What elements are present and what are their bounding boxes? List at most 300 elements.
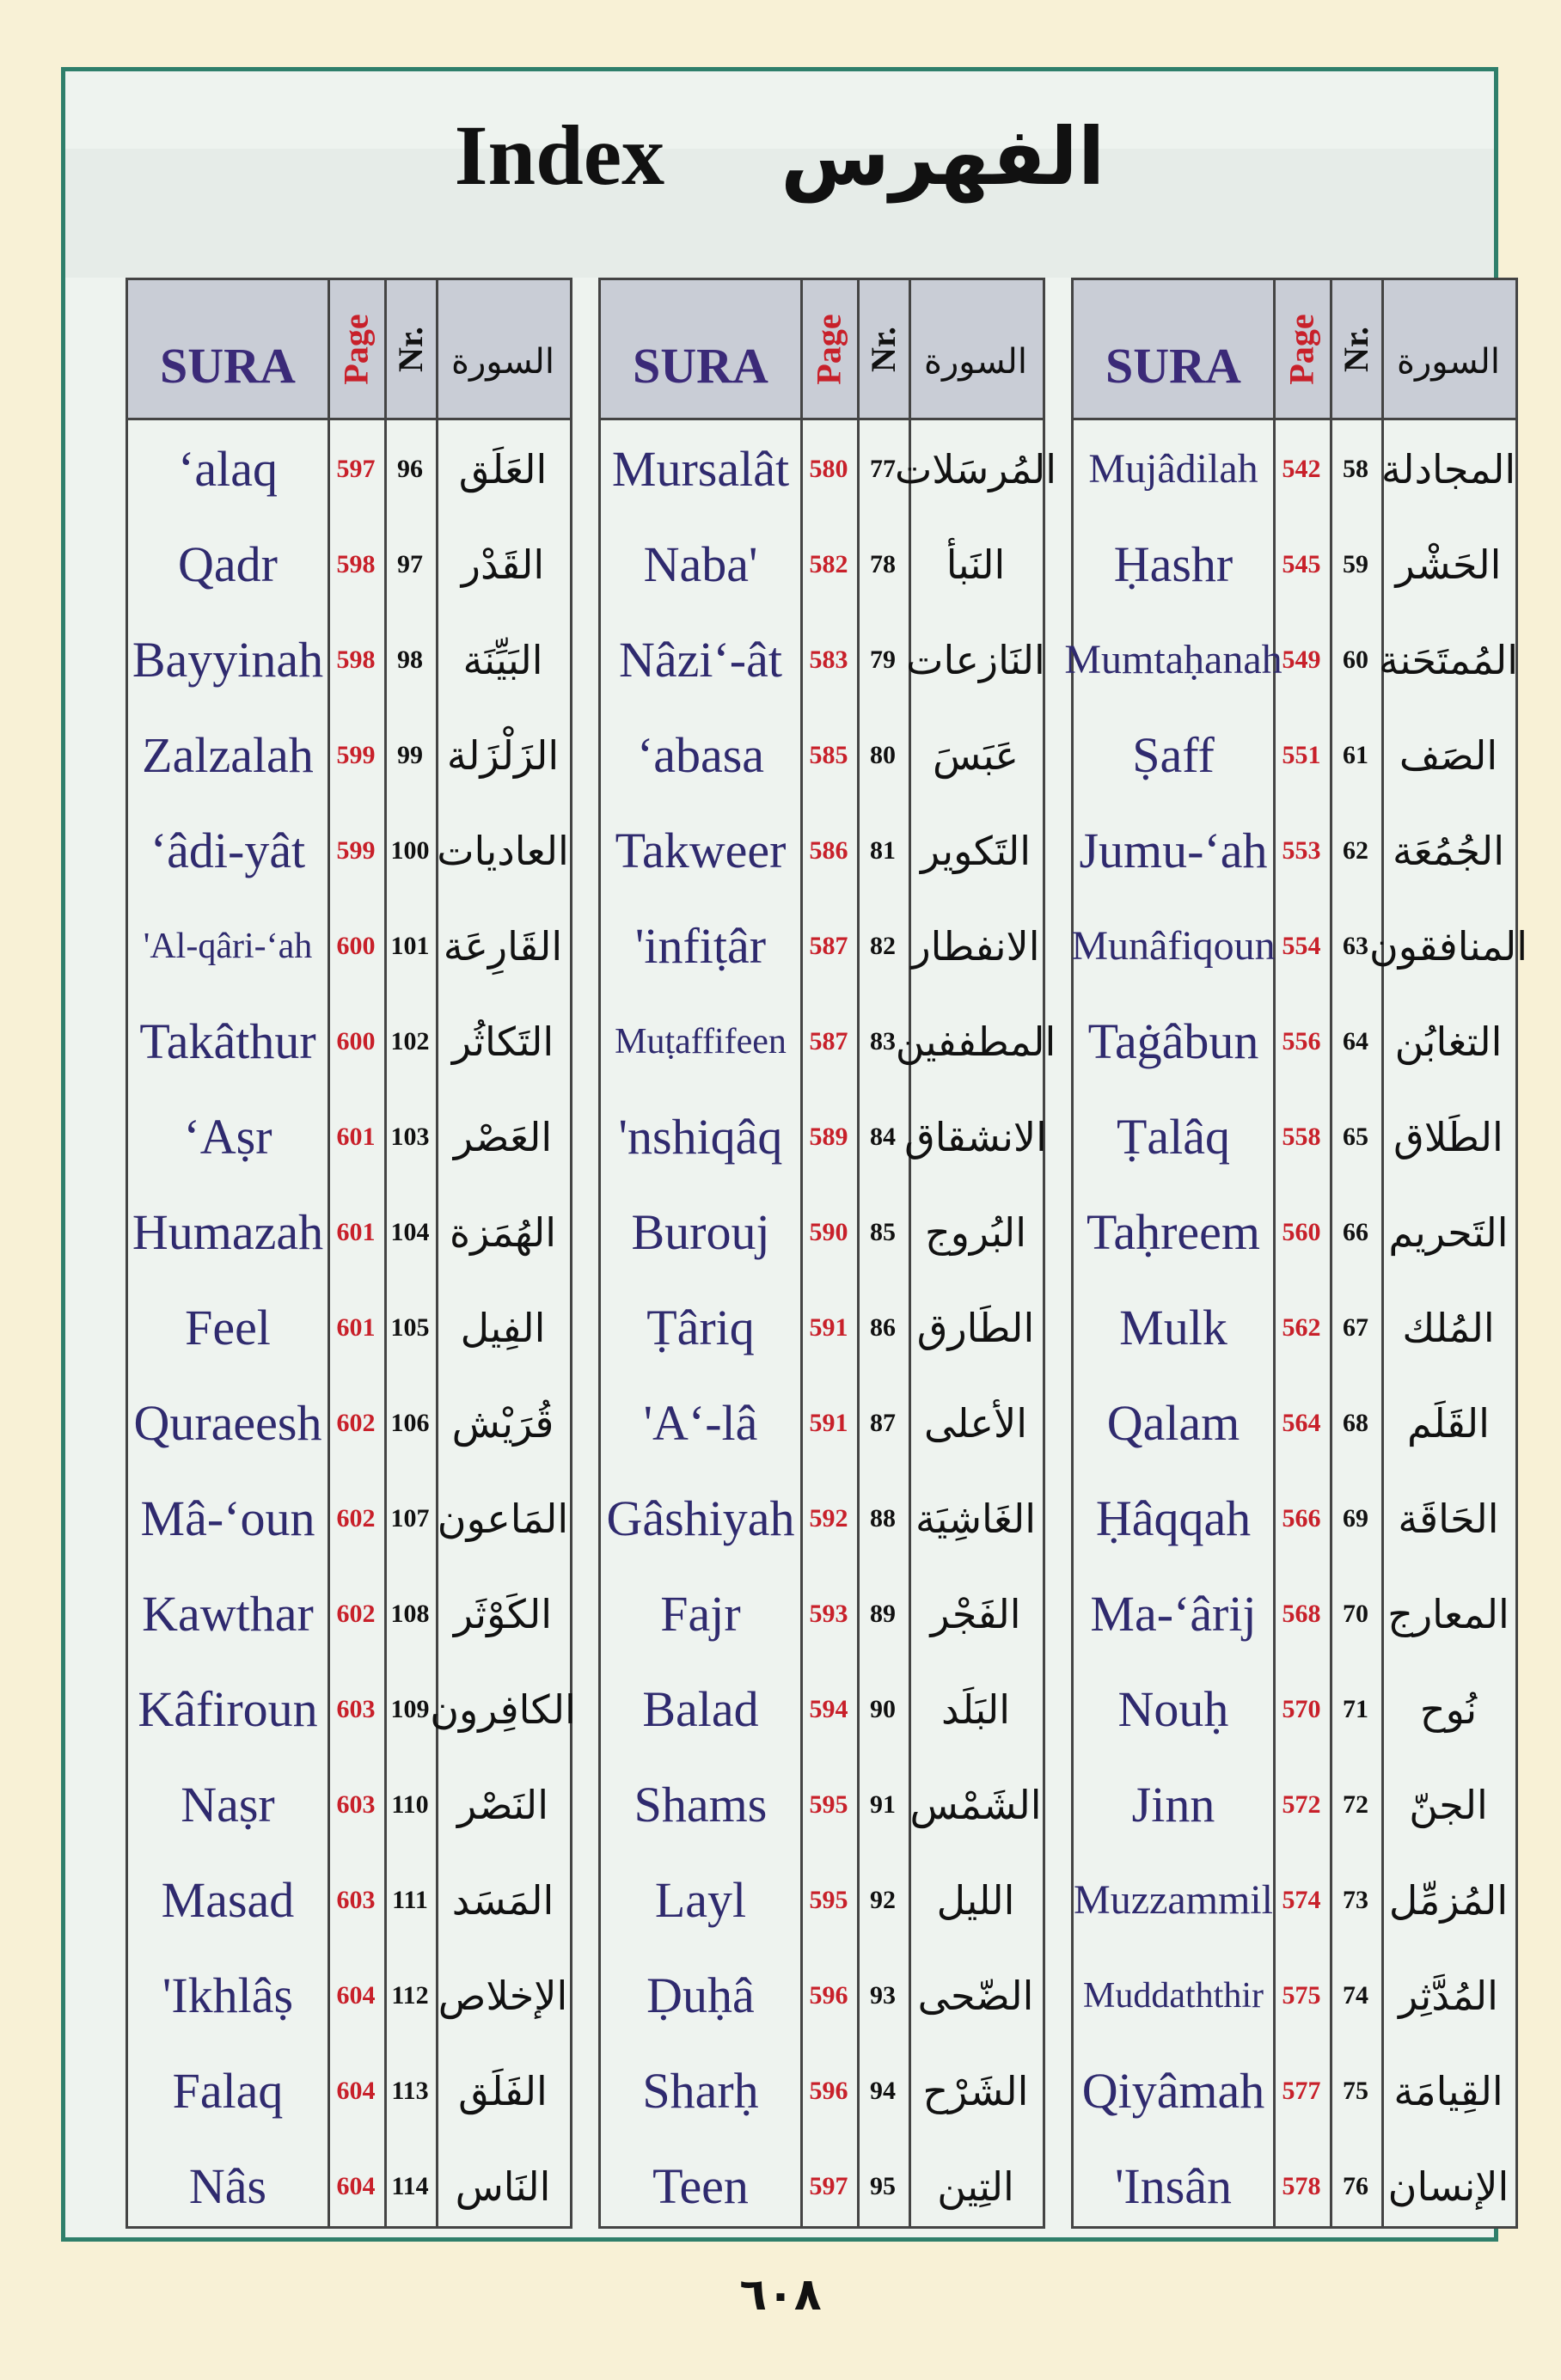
column-header-sura: SURA [633,338,768,394]
page-number-cell: 602 [336,1599,376,1628]
page-number-cell: 582 [809,549,848,578]
table-row [1071,898,1528,994]
sura-name: Shams [634,1777,768,1832]
index-table-1 [125,278,576,2229]
sura-name: 'nshiqâq [618,1109,783,1165]
sura-number: 88 [870,1503,896,1533]
page-number-cell: 603 [336,1790,376,1819]
table-body [601,418,1057,2226]
table-row [128,1948,570,2043]
page-number-cell: 578 [1282,2171,1321,2200]
sura-name: Kâfiroun [138,1681,318,1737]
sura-name-arabic: المجادلة [1380,445,1516,493]
column-header-sura: SURA [1105,338,1241,394]
table-row [1074,1184,1515,1280]
page-number-cell: 601 [336,1122,376,1151]
sura-name: Ḍuḥâ [646,1967,755,2023]
page-number-cell: 594 [809,1694,848,1723]
sura-name: ‘abasa [636,727,765,783]
sura-name: 'A‘-lâ [643,1395,758,1451]
table-row [128,707,570,803]
sura-name-arabic: عَبَسَ [933,731,1019,779]
table-row [1074,1566,1515,1661]
sura-name: Gâshiyah [606,1490,795,1546]
column-header-arabic: السورة [451,342,554,382]
sura-name-arabic: الزَلْزَلة [446,731,560,779]
sura-name-arabic: القَدْر [461,541,545,588]
sura-name-arabic: القَلَم [1407,1399,1490,1447]
table-row [601,421,1057,517]
sura-name-arabic: العَلَق [458,445,548,493]
table-row [601,517,1043,612]
table-row [1074,803,1515,898]
page-number-cell: 586 [809,835,848,865]
table-row [1074,1661,1515,1757]
table-row [601,2043,1043,2138]
sura-name: Falaq [172,2063,284,2119]
page-number-cell: 564 [1282,1408,1321,1437]
sura-number: 103 [390,1122,430,1151]
page-number-cell: 596 [809,2076,848,2105]
sura-number: 104 [390,1217,430,1246]
sura-number: 70 [1343,1599,1368,1628]
sura-name: Masad [161,1872,295,1928]
sura-name: Sharḥ [642,2063,759,2119]
table-row [1074,1280,1515,1375]
title-arabic: الفهرس [780,111,1105,203]
table-row [1074,1089,1515,1184]
table-row [1074,517,1515,612]
sura-number: 58 [1343,454,1368,483]
page-number-cell: 591 [809,1312,848,1342]
sura-name: 'infiṭâr [634,918,767,974]
column-header-page [800,280,857,418]
sura-name-arabic: نُوح [1419,1686,1478,1733]
sura-name-arabic: التغابُن [1394,1018,1503,1065]
sura-name: ‘alaq [178,441,278,497]
index-table-2 [598,278,1057,2229]
table-row [128,1471,570,1566]
table-row [128,803,570,898]
sura-number: 101 [390,931,430,960]
sura-name: Jinn [1131,1777,1215,1832]
sura-number: 110 [391,1790,429,1819]
table-row [128,2043,570,2138]
sura-number: 102 [390,1026,430,1055]
table-row [128,421,570,517]
sura-number: 85 [870,1217,896,1246]
sura-name: Zalzalah [142,727,314,783]
sura-number: 105 [390,1312,430,1342]
sura-name: Kawthar [142,1586,314,1642]
sura-number: 71 [1343,1694,1368,1723]
sura-number: 61 [1343,740,1368,769]
sura-name-arabic: الفَلَق [458,2067,548,2114]
table-row [128,612,570,707]
table-row [601,1661,1043,1757]
page-number-cell: 597 [336,454,376,483]
page-number-cell: 603 [336,1885,376,1914]
column-header-nr [857,280,909,418]
page-number-cell: 595 [809,1885,848,1914]
sura-name: Feel [185,1300,271,1355]
sura-name-arabic: التَكاثُر [451,1018,554,1065]
sura-name-arabic: الشَرْح [922,2067,1029,2114]
sura-name: Mujâdilah [1088,446,1258,492]
sura-name: Burouj [631,1204,770,1260]
sura-name-arabic: قُرَيْش [451,1399,554,1447]
sura-number: 67 [1343,1312,1368,1342]
sura-number: 72 [1343,1790,1368,1819]
sura-number: 99 [397,740,423,769]
sura-name: Layl [654,1872,747,1928]
index-frame [61,67,1528,2242]
sura-name-arabic: البَلَد [940,1686,1011,1733]
sura-name-arabic: التَكوير [920,827,1031,874]
sura-number: 114 [391,2171,429,2200]
table-row [128,1661,576,1757]
column-header-nr-label: Nr. [390,326,430,372]
table-row [601,707,1043,803]
table-row [1074,707,1515,803]
page-number-cell: 574 [1282,1885,1321,1914]
page-number-cell: 575 [1282,1980,1321,2010]
table-row [601,1757,1043,1852]
sura-name-arabic: الغَاشِيَة [915,1495,1037,1542]
sura-name: Mursalât [611,441,790,497]
sura-name: Humazah [132,1204,324,1260]
sura-name-arabic: المُرسَلات [894,445,1057,493]
column-header-page-label: Page [1282,313,1321,385]
page-number-cell: 553 [1282,835,1321,865]
table-row [1074,2043,1515,2138]
sura-name-arabic: المعارج [1387,1590,1509,1637]
sura-name-arabic: الفَجْر [930,1590,1021,1637]
sura-name-arabic: الحَشْر [1395,541,1502,588]
page-number-cell: 599 [336,835,376,865]
table-row [1074,1757,1515,1852]
sura-name-arabic: الصَف [1399,731,1498,779]
sura-name-arabic: الشَمْس [909,1781,1042,1828]
sura-number: 75 [1343,2076,1368,2105]
page-number-cell: 595 [809,1790,848,1819]
table-row [1074,994,1515,1089]
sura-name-arabic: المَسَد [451,1876,554,1924]
table-row [128,1184,570,1280]
sura-name-arabic: المُلك [1402,1304,1495,1351]
sura-number: 90 [870,1694,896,1723]
table-row [1074,1375,1515,1471]
page-number-cell: 589 [809,1122,848,1151]
column-header-page-label: Page [809,313,848,385]
sura-number: 66 [1343,1217,1368,1246]
sura-name-arabic: الهُمَزة [449,1208,557,1256]
table-row [601,1375,1043,1471]
sura-number: 109 [390,1694,430,1723]
sura-name: Mumtaḥanah [1064,637,1282,682]
sura-number: 95 [870,2171,896,2200]
sura-name: Ḥashr [1113,536,1233,592]
table-row [1064,612,1519,707]
sura-name: Ṭâriq [646,1300,755,1355]
sura-name: 'Ikhlâṣ [162,1967,294,2023]
sura-name-arabic: الحَاقَة [1398,1495,1499,1542]
sura-name: Muṭaffifeen [615,1021,787,1062]
sura-number: 86 [870,1312,896,1342]
sura-name: 'Al-qâri-‘ah [143,926,313,966]
column-header-arabic: السورة [924,342,1027,382]
page-number-cell: 603 [336,1694,376,1723]
page-number-cell: 545 [1282,549,1321,578]
sura-name: Jumu-‘ah [1079,823,1268,878]
sura-name: Mulk [1119,1300,1227,1355]
table-row [1074,2138,1515,2234]
page-number-cell: 601 [336,1217,376,1246]
sura-name-arabic: المُزمِّل [1388,1876,1509,1924]
sura-name-arabic: المطففين [895,1018,1056,1065]
column-header-nr-label: Nr. [863,326,903,372]
table-row [601,1471,1043,1566]
sura-number: 108 [390,1599,430,1628]
sura-number: 91 [870,1790,896,1819]
sura-number: 65 [1343,1122,1368,1151]
sura-name: Muzzammil [1074,1877,1273,1923]
page-number-cell: 591 [809,1408,848,1437]
page-number-cell: 577 [1282,2076,1321,2105]
sura-name-arabic: العاديات [437,827,569,874]
table-row [1074,1852,1515,1948]
sura-name: Takweer [615,823,787,878]
sura-number: 62 [1343,835,1368,865]
table-row [128,898,570,994]
sura-name-arabic: النَازعات [906,636,1045,683]
table-row [128,1852,570,1948]
table-row [601,1852,1043,1948]
table-row [601,803,1043,898]
sura-name: Qalam [1106,1395,1240,1451]
title-english: Index [454,107,665,203]
page-number: ٦٠٨ [739,2269,822,2321]
page-number-cell: 593 [809,1599,848,1628]
page-number-cell: 602 [336,1503,376,1533]
page-number-cell: 598 [336,645,376,674]
table-row [128,1089,570,1184]
page-number-cell: 580 [809,454,848,483]
sura-name: Teen [652,2158,749,2214]
column-header-page-label: Page [336,313,376,385]
sura-name: Mâ-‘oun [140,1490,315,1546]
page-number-cell: 597 [809,2171,848,2200]
sura-number: 112 [391,1980,429,2010]
page-number-cell: 604 [336,2171,376,2200]
page-number-cell: 599 [336,740,376,769]
sura-number: 96 [397,454,423,483]
table-row [601,1566,1043,1661]
table-row [601,1089,1047,1184]
table-row [601,2138,1043,2234]
sura-number: 106 [390,1408,430,1437]
sura-name-arabic: القَارِعَة [443,922,563,970]
table-header [128,280,570,420]
sura-name: Balad [642,1681,759,1737]
page-number-cell: 587 [809,1026,848,1055]
sura-name-arabic: الطَلاق [1393,1113,1503,1160]
sura-name: Bayyinah [132,632,324,688]
sura-name-arabic: الأعلى [923,1399,1028,1447]
sura-name-arabic: النَاس [455,2163,551,2210]
sura-name-arabic: القِيامَة [1393,2067,1503,2114]
page-number-cell: 562 [1282,1312,1321,1342]
sura-name-arabic: المُدَّثِر [1399,1972,1498,2019]
sura-number: 98 [397,645,423,674]
sura-number: 81 [870,835,896,865]
sura-name: Naba' [643,536,758,592]
column-header-page [1273,280,1330,418]
table-row [601,612,1043,707]
page-number-cell: 554 [1282,931,1321,960]
sura-name: Nâzi‘-ât [619,632,782,688]
sura-name-arabic: التَحريم [1388,1208,1509,1256]
page-number-cell: 542 [1282,454,1321,483]
table-body [1064,418,1528,2226]
page-number-cell: 604 [336,1980,376,2010]
page-number-cell: 600 [336,1026,376,1055]
page-number-cell: 572 [1282,1790,1321,1819]
page-number-cell: 558 [1282,1122,1321,1151]
sura-number: 84 [870,1122,896,1151]
sura-number: 89 [870,1599,896,1628]
sura-name: Ma-‘ârij [1090,1586,1257,1642]
sura-name: 'Insân [1114,2158,1233,2214]
table-row [1074,1471,1515,1566]
sura-number: 80 [870,740,896,769]
sura-name: Qiyâmah [1081,2063,1265,2119]
table-header [601,280,1043,420]
table-row [128,517,570,612]
page-number-cell: 602 [336,1408,376,1437]
page-number-cell: 600 [336,931,376,960]
sura-name-arabic: النَصْر [457,1781,548,1828]
page-number-cell: 560 [1282,1217,1321,1246]
page-number-cell: 570 [1282,1694,1321,1723]
sura-number: 94 [870,2076,896,2105]
column-header-page [328,280,384,418]
sura-name: Ṣaff [1132,727,1215,783]
sura-name: Ḥâqqah [1095,1490,1252,1546]
sura-name-arabic: الفِيل [460,1304,546,1351]
sura-name: Taḥreem [1086,1204,1261,1260]
sura-name: ‘Aṣr [183,1109,272,1165]
page-number-cell: 590 [809,1217,848,1246]
sura-number: 87 [870,1408,896,1437]
page-number-cell: 568 [1282,1599,1321,1628]
sura-number: 92 [870,1885,896,1914]
table-row [128,1375,570,1471]
table-row [1074,1948,1515,2043]
table-row [128,1757,570,1852]
page-number-cell: 601 [336,1312,376,1342]
table-row [601,1184,1043,1280]
column-header-nr [384,280,436,418]
column-header-nr-label: Nr. [1336,326,1375,372]
page-title [65,106,1494,205]
page-number-cell: 556 [1282,1026,1321,1055]
sura-name: Taġâbun [1087,1013,1259,1069]
table-row [128,2138,570,2234]
sura-name-arabic: الكافِرون [430,1686,576,1733]
sura-number: 73 [1343,1885,1368,1914]
sura-name: Fajr [660,1586,741,1642]
sura-number: 78 [870,549,896,578]
sura-number: 60 [1343,645,1368,674]
sura-name: Naṣr [181,1777,275,1832]
column-header-sura: SURA [160,338,296,394]
page-number-cell: 549 [1282,645,1321,674]
sura-number: 76 [1343,2171,1368,2200]
sura-number: 69 [1343,1503,1368,1533]
column-header-nr [1330,280,1381,418]
sura-name: Quraeesh [133,1395,322,1451]
sura-name: Ṭalâq [1116,1109,1231,1165]
sura-number: 82 [870,931,896,960]
sura-number: 97 [397,549,423,578]
sura-name-arabic: النَبأ [946,541,1006,588]
sura-number: 74 [1343,1980,1368,2010]
sura-name-arabic: التِين [937,2163,1014,2210]
sura-number: 68 [1343,1408,1368,1437]
sura-number: 59 [1343,549,1368,578]
table-header [1074,280,1515,420]
sura-name: Qadr [178,536,278,592]
sura-name-arabic: الانشقاق [904,1113,1047,1160]
sura-number: 63 [1343,931,1368,960]
page-number-cell: 598 [336,549,376,578]
sura-name-arabic: البَيِّنَة [462,636,543,683]
sura-name-arabic: الضّحى [917,1972,1034,2019]
sura-number: 107 [390,1503,430,1533]
page-number-cell: 585 [809,740,848,769]
sura-number: 77 [870,454,896,483]
page-number-cell: 592 [809,1503,848,1533]
table-row [601,994,1056,1089]
index-table-3 [1064,278,1528,2229]
sura-number: 93 [870,1980,896,2010]
sura-name-arabic: الانفطار [911,922,1040,970]
sura-number: 79 [870,645,896,674]
sura-name-arabic: المَاعون [437,1495,569,1542]
sura-number: 111 [392,1885,428,1914]
sura-name-arabic: الطَارق [916,1304,1035,1351]
table-row [1074,421,1515,517]
table-row [601,1948,1043,2043]
sura-number: 64 [1343,1026,1368,1055]
sura-name-arabic: الإنسان [1387,2163,1509,2210]
table-row [128,1280,570,1375]
page-number-cell: 596 [809,1980,848,2010]
sura-name-arabic: المنافقون [1368,922,1528,970]
page-number-cell: 566 [1282,1503,1321,1533]
sura-number: 83 [870,1026,896,1055]
sura-name-arabic: الإخلاص [438,1972,568,2019]
sura-name-arabic: الليل [936,1876,1015,1924]
table-body [128,418,576,2226]
table-row [601,898,1043,994]
table-row [128,994,570,1089]
sura-number: 113 [391,2076,429,2105]
page-number-cell: 551 [1282,740,1321,769]
table-row [128,1566,570,1661]
sura-name-arabic: العَصْر [453,1113,553,1160]
